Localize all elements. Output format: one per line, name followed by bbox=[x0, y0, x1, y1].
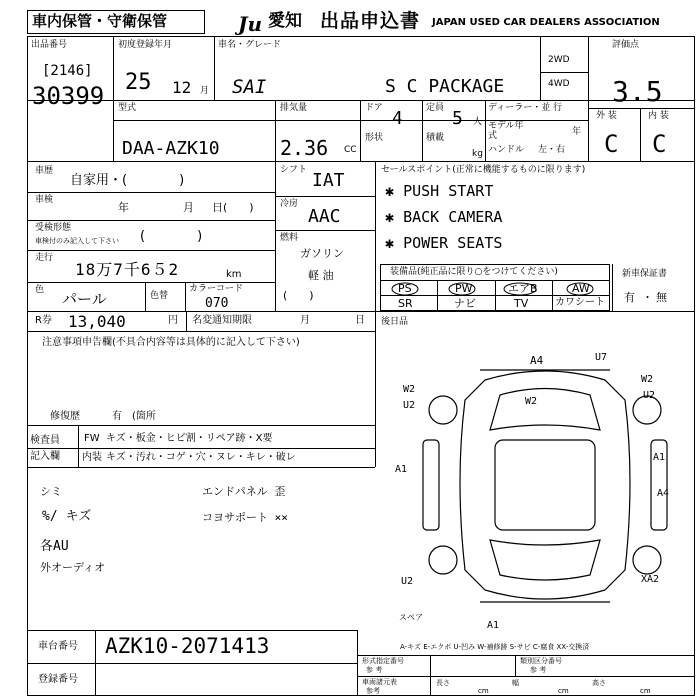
warranty-no: 無 bbox=[656, 291, 667, 304]
handle-label: ハンドル bbox=[488, 145, 525, 155]
handle-value: 左・右 bbox=[538, 145, 566, 155]
inspector-label-1: 検査員 bbox=[30, 435, 60, 446]
inspector-row1-head: FW bbox=[84, 433, 100, 444]
color-label: 色 bbox=[35, 285, 45, 295]
footer-cell-1: 形式指定番号 bbox=[362, 657, 404, 665]
equip-airbag: エアB bbox=[508, 282, 538, 295]
cooler-label: 冷房 bbox=[280, 199, 299, 209]
footer-length-unit: cm bbox=[478, 687, 489, 695]
svg-text:U7: U7 bbox=[595, 352, 608, 363]
svg-text:A4: A4 bbox=[657, 488, 670, 499]
footer-cell-4: 参 考 bbox=[530, 666, 547, 674]
logo-kanji: 愛知 bbox=[268, 11, 302, 31]
receipt-value: ( ) bbox=[140, 229, 203, 244]
inspector-row2: キズ・汚れ・コゲ・穴・ヌレ・キレ・破レ bbox=[106, 452, 296, 463]
displacement-label: 排気量 bbox=[280, 103, 308, 113]
model-grade: S C PACKAGE bbox=[385, 76, 505, 97]
warranty-yes: 有 bbox=[624, 291, 635, 304]
handwritten-note-3: 各AU bbox=[40, 539, 69, 554]
footer-height-label: 高さ bbox=[592, 679, 606, 687]
expiry-label: 名変通知期限 bbox=[192, 315, 252, 326]
footer-length-label: 長さ bbox=[436, 679, 450, 687]
diagram-legend: A-キズ E-エクボ U-凹み W-補修跡 S-サビ C-腐食 XX-交換済 bbox=[400, 643, 590, 651]
handwritten-note-6: コヨサポート ×× bbox=[202, 511, 288, 524]
model-year-label: モデル年式 bbox=[488, 121, 524, 141]
handwritten-note-2: %/ キズ bbox=[42, 509, 92, 524]
model-label: 車名・グレード bbox=[218, 40, 282, 50]
recycle-yen: 円 bbox=[168, 315, 178, 326]
spare-label: スペア bbox=[399, 613, 423, 622]
doors-value: 4 bbox=[392, 108, 403, 129]
fuel-label: 燃料 bbox=[280, 233, 299, 243]
fuel-gas: ガソリン bbox=[300, 247, 344, 260]
color-code-value: 070 bbox=[205, 296, 229, 311]
footer-cell-6: 参考 bbox=[366, 687, 380, 695]
equip-navi: ナビ bbox=[454, 297, 476, 310]
receipt-label: 受検形態 bbox=[35, 223, 72, 233]
ju-logo: Ju bbox=[238, 12, 263, 36]
cooler-value: AAC bbox=[308, 206, 341, 227]
storage-title: 車内保管・守衛保管 bbox=[32, 12, 168, 30]
history-label: 車歴 bbox=[35, 166, 54, 176]
interior-grade: C bbox=[652, 130, 667, 158]
shift-value: IAT bbox=[312, 170, 345, 191]
chassis-number: AZK10-2071413 bbox=[105, 634, 270, 658]
expiry-day: 日 bbox=[355, 315, 365, 326]
lot-number: 30399 bbox=[32, 82, 105, 110]
svg-text:A1: A1 bbox=[395, 464, 408, 475]
inspection-year-unit: 年 bbox=[118, 201, 129, 214]
svg-text:W2: W2 bbox=[403, 384, 416, 395]
displacement-value: 2.36 bbox=[280, 136, 329, 160]
capacity-unit: 人 bbox=[473, 117, 483, 127]
footer-cell-2: 参 考 bbox=[366, 666, 383, 674]
load-unit: kg bbox=[472, 149, 483, 159]
equip-tv: TV bbox=[514, 297, 529, 310]
handwritten-note-1: シミ bbox=[40, 485, 62, 498]
lot-sub-number: [2146] bbox=[42, 63, 93, 79]
interior-label: 内 装 bbox=[648, 111, 669, 121]
type-value: DAA-AZK10 bbox=[122, 138, 220, 159]
footer-width-unit: cm bbox=[558, 687, 569, 695]
history-value: 自家用・( ) bbox=[70, 173, 185, 188]
inspection-month-unit: 月 bbox=[183, 201, 194, 214]
sales-point-3: ✱ POWER SEATS bbox=[385, 234, 503, 252]
receipt-note: 車検付のみ記入して下さい bbox=[35, 237, 119, 245]
repair-value: 有 bbox=[112, 411, 122, 422]
shape-label: 形状 bbox=[365, 133, 384, 143]
svg-text:W2: W2 bbox=[641, 374, 654, 385]
svg-text:U2: U2 bbox=[643, 390, 656, 401]
sales-point-2: ✱ BACK CAMERA bbox=[385, 208, 503, 226]
inspector-label-2: 記入欄 bbox=[30, 451, 60, 462]
equip-leather-seat: カワシート bbox=[555, 297, 605, 308]
association-name: JAPAN USED CAR DEALERS ASSOCIATION bbox=[432, 17, 660, 28]
registration-number-label: 登録番号 bbox=[38, 674, 78, 685]
equip-aw: AW bbox=[572, 282, 590, 295]
svg-text:W2: W2 bbox=[525, 396, 538, 407]
dealer-label: ディーラー・並 行 bbox=[488, 103, 563, 113]
svg-text:XA2: XA2 bbox=[641, 574, 660, 585]
fuel-diesel: 軽 油 bbox=[308, 269, 334, 282]
inspection-label: 車検 bbox=[35, 195, 54, 205]
inspector-row1: キズ・板金・ヒビ割・リペア跡・X要 bbox=[106, 433, 273, 444]
svg-text:A1: A1 bbox=[487, 620, 500, 630]
capacity-label: 定員 bbox=[426, 103, 445, 113]
expiry-month: 月 bbox=[300, 315, 310, 326]
footer-cell-3: 類別区分番号 bbox=[520, 657, 562, 665]
model-name: SAI bbox=[232, 76, 267, 98]
svg-text:A1: A1 bbox=[653, 452, 666, 463]
footer-width-label: 幅 bbox=[512, 679, 519, 687]
warranty-label: 新車保証書 bbox=[622, 269, 668, 279]
svg-text:U2: U2 bbox=[403, 400, 416, 411]
doors-label: ドア bbox=[365, 103, 383, 113]
recycle-label: R券 bbox=[35, 315, 52, 326]
footer-cell-5: 車両諸元表 bbox=[362, 678, 397, 686]
equip-pw: PW bbox=[455, 282, 473, 295]
evaluation-score: 3.5 bbox=[612, 75, 663, 108]
recycle-amount: 13,040 bbox=[68, 312, 126, 331]
repair-label: 修復歴 bbox=[50, 411, 80, 422]
lot-label: 出品番号 bbox=[31, 40, 68, 50]
equipment-label: 装備品(純正品に限り○をつけてください) bbox=[390, 267, 558, 277]
registration-label: 初度登録年月 bbox=[118, 40, 173, 50]
warranty-sep: ・ bbox=[642, 291, 653, 304]
repair-paren: (箇所 bbox=[132, 411, 156, 422]
inspection-day-unit: 日( ) bbox=[212, 201, 254, 214]
sales-points-label: セールスポイント(正常に機能するものに限ります) bbox=[381, 165, 586, 175]
notes-label: 注意事項申告欄(不具合内容等は具体的に記入して下さい) bbox=[42, 337, 300, 348]
car-damage-diagram bbox=[395, 340, 695, 630]
model-year-unit: 年 bbox=[572, 127, 582, 137]
handwritten-note-5: エンドパネル 歪 bbox=[202, 485, 286, 498]
equip-ps: PS bbox=[398, 282, 412, 295]
footer-height-unit: cm bbox=[640, 687, 651, 695]
evaluation-label: 評価点 bbox=[612, 40, 640, 50]
registration-month-unit: 月 bbox=[200, 86, 210, 96]
rear-label: 後日品 bbox=[381, 317, 409, 327]
color-change-label: 色替 bbox=[150, 291, 169, 301]
registration-month: 12 bbox=[172, 78, 192, 97]
cc-unit: CC bbox=[344, 145, 357, 155]
registration-year: 25 bbox=[125, 70, 152, 95]
color-code-label: カラーコード bbox=[189, 284, 244, 294]
equip-sr: SR bbox=[398, 297, 413, 310]
chassis-label: 車台番号 bbox=[38, 641, 78, 652]
drive-2wd: 2WD bbox=[548, 55, 570, 65]
mileage-label: 走行 bbox=[35, 253, 54, 263]
mileage-unit: km bbox=[226, 269, 242, 280]
form-title: 出品申込書 bbox=[320, 10, 421, 32]
exterior-grade: C bbox=[604, 130, 619, 158]
drive-4wd: 4WD bbox=[548, 79, 570, 89]
exterior-label: 外 装 bbox=[596, 111, 617, 121]
load-label: 積載 bbox=[426, 133, 445, 143]
svg-text:U2: U2 bbox=[401, 576, 414, 587]
sales-point-1: ✱ PUSH START bbox=[385, 182, 494, 200]
equipment-circles bbox=[380, 264, 610, 311]
capacity-value: 5 bbox=[452, 108, 463, 129]
color-value: パール bbox=[62, 290, 107, 308]
fuel-paren: ( ) bbox=[283, 289, 314, 302]
inspector-row2-head: 内装 bbox=[82, 452, 102, 463]
shift-label: シフト bbox=[280, 165, 308, 175]
mileage-value: 18万7千6５2 bbox=[75, 260, 180, 279]
type-label: 型式 bbox=[118, 103, 137, 113]
svg-text:A4: A4 bbox=[530, 354, 544, 367]
handwritten-note-4: 外オーディオ bbox=[40, 561, 106, 574]
